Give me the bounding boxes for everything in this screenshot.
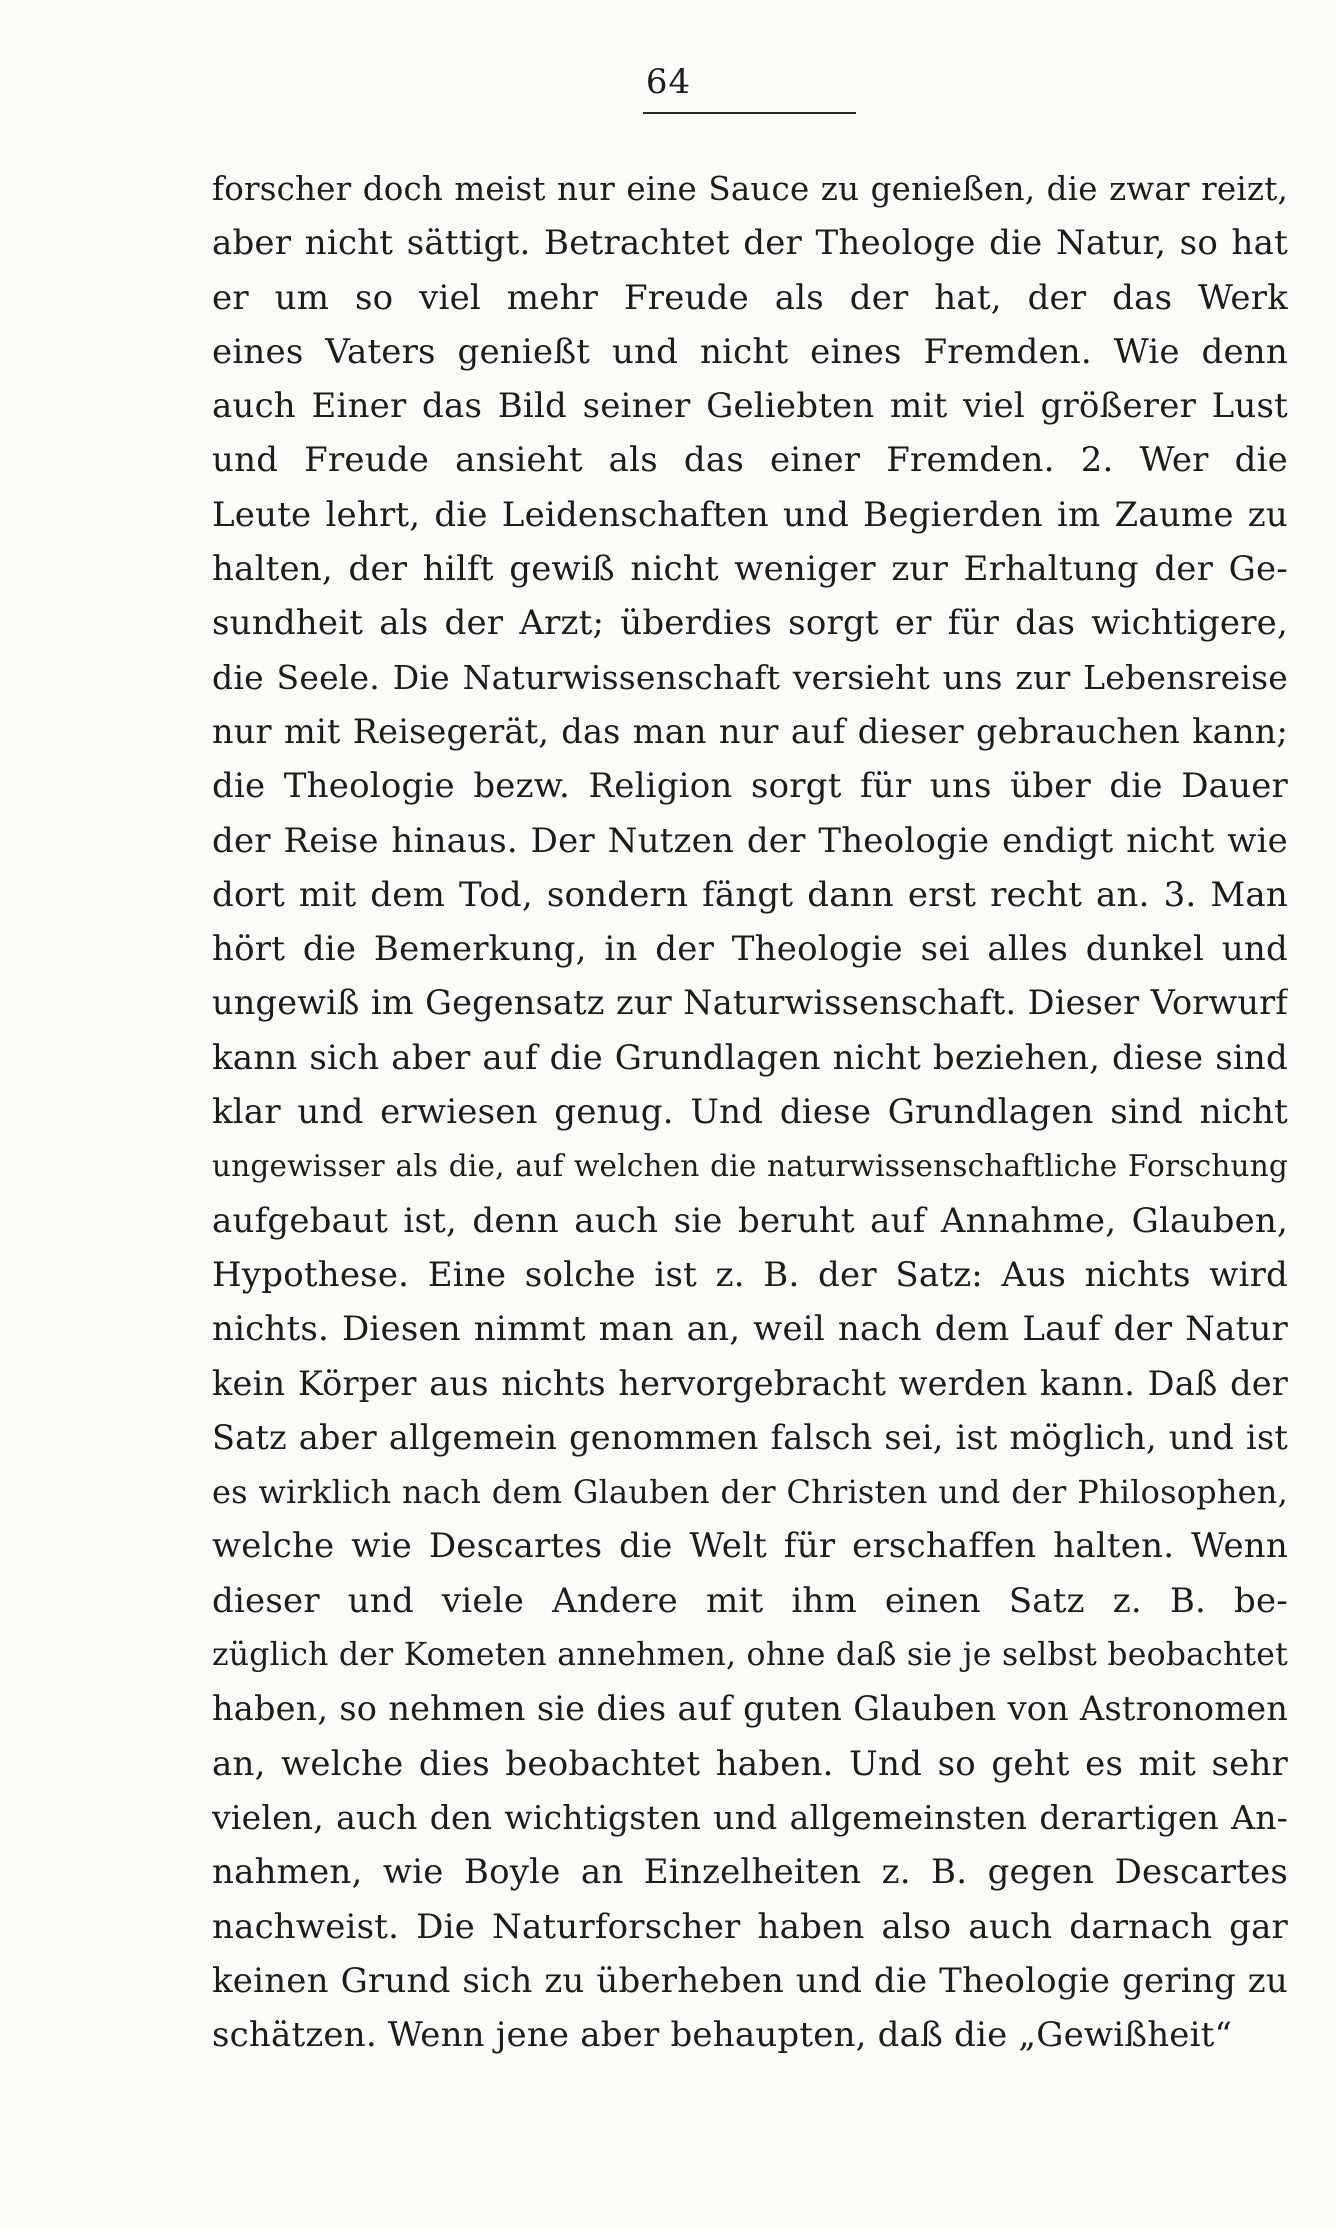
- text-line: der Reise hinaus. Der Nutzen der Theologie endigt nicht wie: [212, 820, 1288, 861]
- text-line: keinen Grund sich zu überheben und die Theologie gering zu: [212, 1960, 1288, 2001]
- text-line: schätzen. Wenn jene aber behaupten, daß die „Gewißheit“: [212, 2015, 1233, 2056]
- text-line: die Theologie bezw. Religion sorgt für uns über die Dauer: [212, 766, 1288, 807]
- header-rule: [643, 112, 856, 114]
- text-line: ungewisser als die, auf welchen die naturwissenschaftliche Forschung: [212, 1149, 1288, 1184]
- body-text: [212, 162, 1288, 2062]
- text-line: Leute lehrt, die Leidenschaften und Begierden im Zaume zu: [212, 494, 1288, 535]
- text-line: forscher doch meist nur eine Sauce zu genießen, die zwar reizt,: [212, 170, 1288, 208]
- text-line: klar und erwiesen genug. Und diese Grundlagen sind nicht: [212, 1092, 1288, 1133]
- text-line: sundheit als der Arzt; überdies sorgt er für das wichtigere,: [212, 603, 1288, 644]
- text-line: nichts. Diesen nimmt man an, weil nach dem Lauf der Natur: [212, 1309, 1288, 1350]
- text-line: Satz aber allgemein genommen falsch sei, ist möglich, und ist: [212, 1417, 1288, 1457]
- text-line: züglich der Kometen annehmen, ohne daß sie je selbst beobachtet: [212, 1637, 1288, 1674]
- text-line: Hypothese. Eine solche ist z. B. der Satz: Aus nichts wird: [212, 1254, 1288, 1295]
- text-line: kann sich aber auf die Grundlagen nicht beziehen, diese sind: [212, 1037, 1288, 1078]
- text-line: nur mit Reisegerät, das man nur auf dieser gebrauchen kann;: [212, 711, 1288, 751]
- text-line: es wirklich nach dem Glauben der Christen und der Philosophen,: [212, 1473, 1288, 1512]
- text-line: aufgebaut ist, denn auch sie beruht auf Annahme, Glauben,: [212, 1200, 1288, 1241]
- page-number: 64: [645, 62, 692, 102]
- text-line: die Seele. Die Naturwissenschaft versieht uns zur Lebensreise: [212, 657, 1288, 697]
- text-line: eines Vaters genießt und nicht eines Fremden. Wie denn: [212, 331, 1288, 372]
- text-line: welche wie Descartes die Welt für erschaffen halten. Wenn: [212, 1526, 1288, 1567]
- text-line: halten, der hilft gewiß nicht weniger zur Erhaltung der Ge-: [212, 549, 1288, 590]
- text-line: dieser und viele Andere mit ihm einen Satz z. B. be-: [212, 1580, 1288, 1621]
- text-line: nachweist. Die Naturforscher haben also auch darnach gar: [212, 1906, 1288, 1947]
- text-line: haben, so nehmen sie dies auf guten Glauben von Astronomen: [212, 1689, 1288, 1729]
- text-line: dort mit dem Tod, sondern fängt dann erst recht an. 3. Man: [212, 874, 1288, 915]
- text-line: auch Einer das Bild seiner Geliebten mit viel größerer Lust: [212, 386, 1288, 427]
- text-line: nahmen, wie Boyle an Einzelheiten z. B. gegen Descartes: [212, 1852, 1288, 1893]
- text-line: aber nicht sättigt. Betrachtet der Theologe die Natur, so hat: [212, 223, 1288, 264]
- text-line: ungewiß im Gegensatz zur Naturwissenschaft. Dieser Vorwurf: [212, 983, 1288, 1023]
- text-line: vielen, auch den wichtigsten und allgemeinsten derartigen An-: [212, 1797, 1288, 1837]
- text-line: kein Körper aus nichts hervorgebracht werden kann. Daß der: [212, 1363, 1288, 1403]
- text-line: hört die Bemerkung, in der Theologie sei alles dunkel und: [212, 929, 1288, 970]
- text-line: an, welche dies beobachtet haben. Und so geht es mit sehr: [212, 1743, 1288, 1784]
- text-line: und Freude ansieht als das einer Fremden. 2. Wer die: [212, 440, 1288, 481]
- text-line: er um so viel mehr Freude als der hat, der das Werk: [212, 277, 1288, 318]
